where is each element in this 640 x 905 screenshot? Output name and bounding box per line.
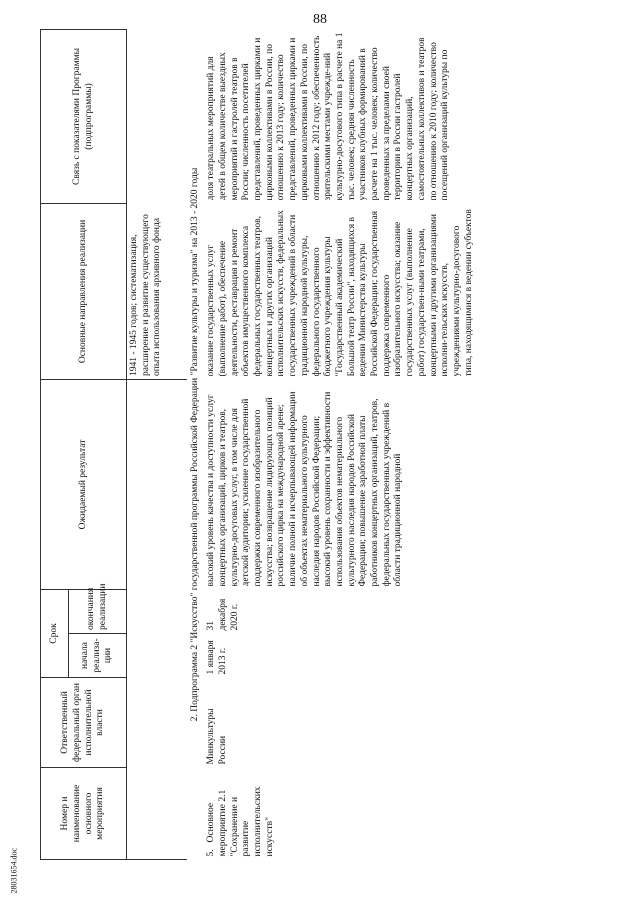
indicators-cell: доля театральных мероприятий для детей в общем количестве выездных мероприятий и гастролей театров в России; численность посетителей представлений, проведенных цирками и цирковыми коллективами в России, по отношению к 2013 году; количество представлений, проведенных цирками и цирковыми коллективами в России, по отношению к 2012 году; обеспеченность зрительскими местами учрежде-ний культурно-досугового типа в расчете на 1 тыс. человек; средняя численность участников клубных формирований в расчете на 1 тыс. человек; количество проведенных за пределами своей территории в России гастролей концертных организаций, самостоятельных коллективов и театров по отношению к 2010 году; количество посещений организаций культуры по <box>206 32 451 201</box>
header-agency: Ответственный федеральный орган исполнительной власти <box>41 678 127 768</box>
header-start: начала реализа-ции <box>69 634 127 678</box>
page-number: 88 <box>313 12 327 27</box>
start-cell: 1 января 2013 г. <box>206 640 228 675</box>
measure-name: Основное мероприятие 2.1 "Сохранение и развитие исполнительских искусств" <box>206 786 275 857</box>
footer <box>6 801 19 894</box>
agency-cell: Минкультуры России <box>206 708 228 765</box>
prev-row-text: 1941 - 1945 годов; систематизация, расширение и развитие существующего опыта использования архивного фонда <box>129 214 163 376</box>
measures-table <box>40 29 504 860</box>
result-cell: высокий уровень качества и доступности услуг концертных организаций, цирков и театров, культурно-досуговых услуг, в том числе для детской аудитории; усиление государственной поддержки современного изобразительного искусства; возвращение лидирующих позиций российского цирка на международной арене; наличие полной и исчерпывающей информации об объектах нематериального культурного наследия народов Российской Федерации; высокий уровень сохранности и эффективности использования объектов нематериального культурного наследия народов Российской Федерации; повышение заработной платы работников концертных организаций, театров, федеральных государственных учреждений в области традиционной народной <box>206 391 404 587</box>
header-term: Срок <box>41 589 69 677</box>
header-directions: Основные направления реализации <box>41 203 127 379</box>
header-measure: Номер и наименование основного мероприятия <box>41 768 127 860</box>
rotated-table-page <box>40 30 625 860</box>
directions-cell: оказание государственных услуг (выполнение работ), обеспечение деятельности, реставрация и ремонт объектов имущественного комплекса федеральных государственных театров, концертных и других организаций исполнительских искусств, федеральных государственных учреждений в области традиционной народной культуры, федерального государственного бюджетного учреждения культуры "Государственный академический Большой театр России", находящихся в ведении Министерства культуры Российской Федерации; государственная поддержка современного изобразительного искусства; оказание государственных услуг (выполнение работ) государствен-ными театрами, концертными и другими организациями исполни-тельских искусств, учреждениями культурно-досугового типа, находящимися в ведении субъектов <box>206 209 474 377</box>
measure-cell <box>204 768 504 860</box>
row-number: 5. <box>206 849 217 857</box>
header-result: Ожидаемый результат <box>41 379 127 589</box>
end-cell: 31 декабря 2020 г. <box>206 598 240 631</box>
footer-file-name: 28031654.doc <box>9 847 19 894</box>
header-end: окончания реализации <box>69 589 127 633</box>
header-indicators: Связь с показателями Программы (подпрограммы) <box>41 29 127 203</box>
subprogram-title: 2. Подпрограмма 2 "Искусство" государственной программы Российской Федерации "Развитие культуры и туризма" на 2013 - 2020 годы <box>189 167 200 722</box>
